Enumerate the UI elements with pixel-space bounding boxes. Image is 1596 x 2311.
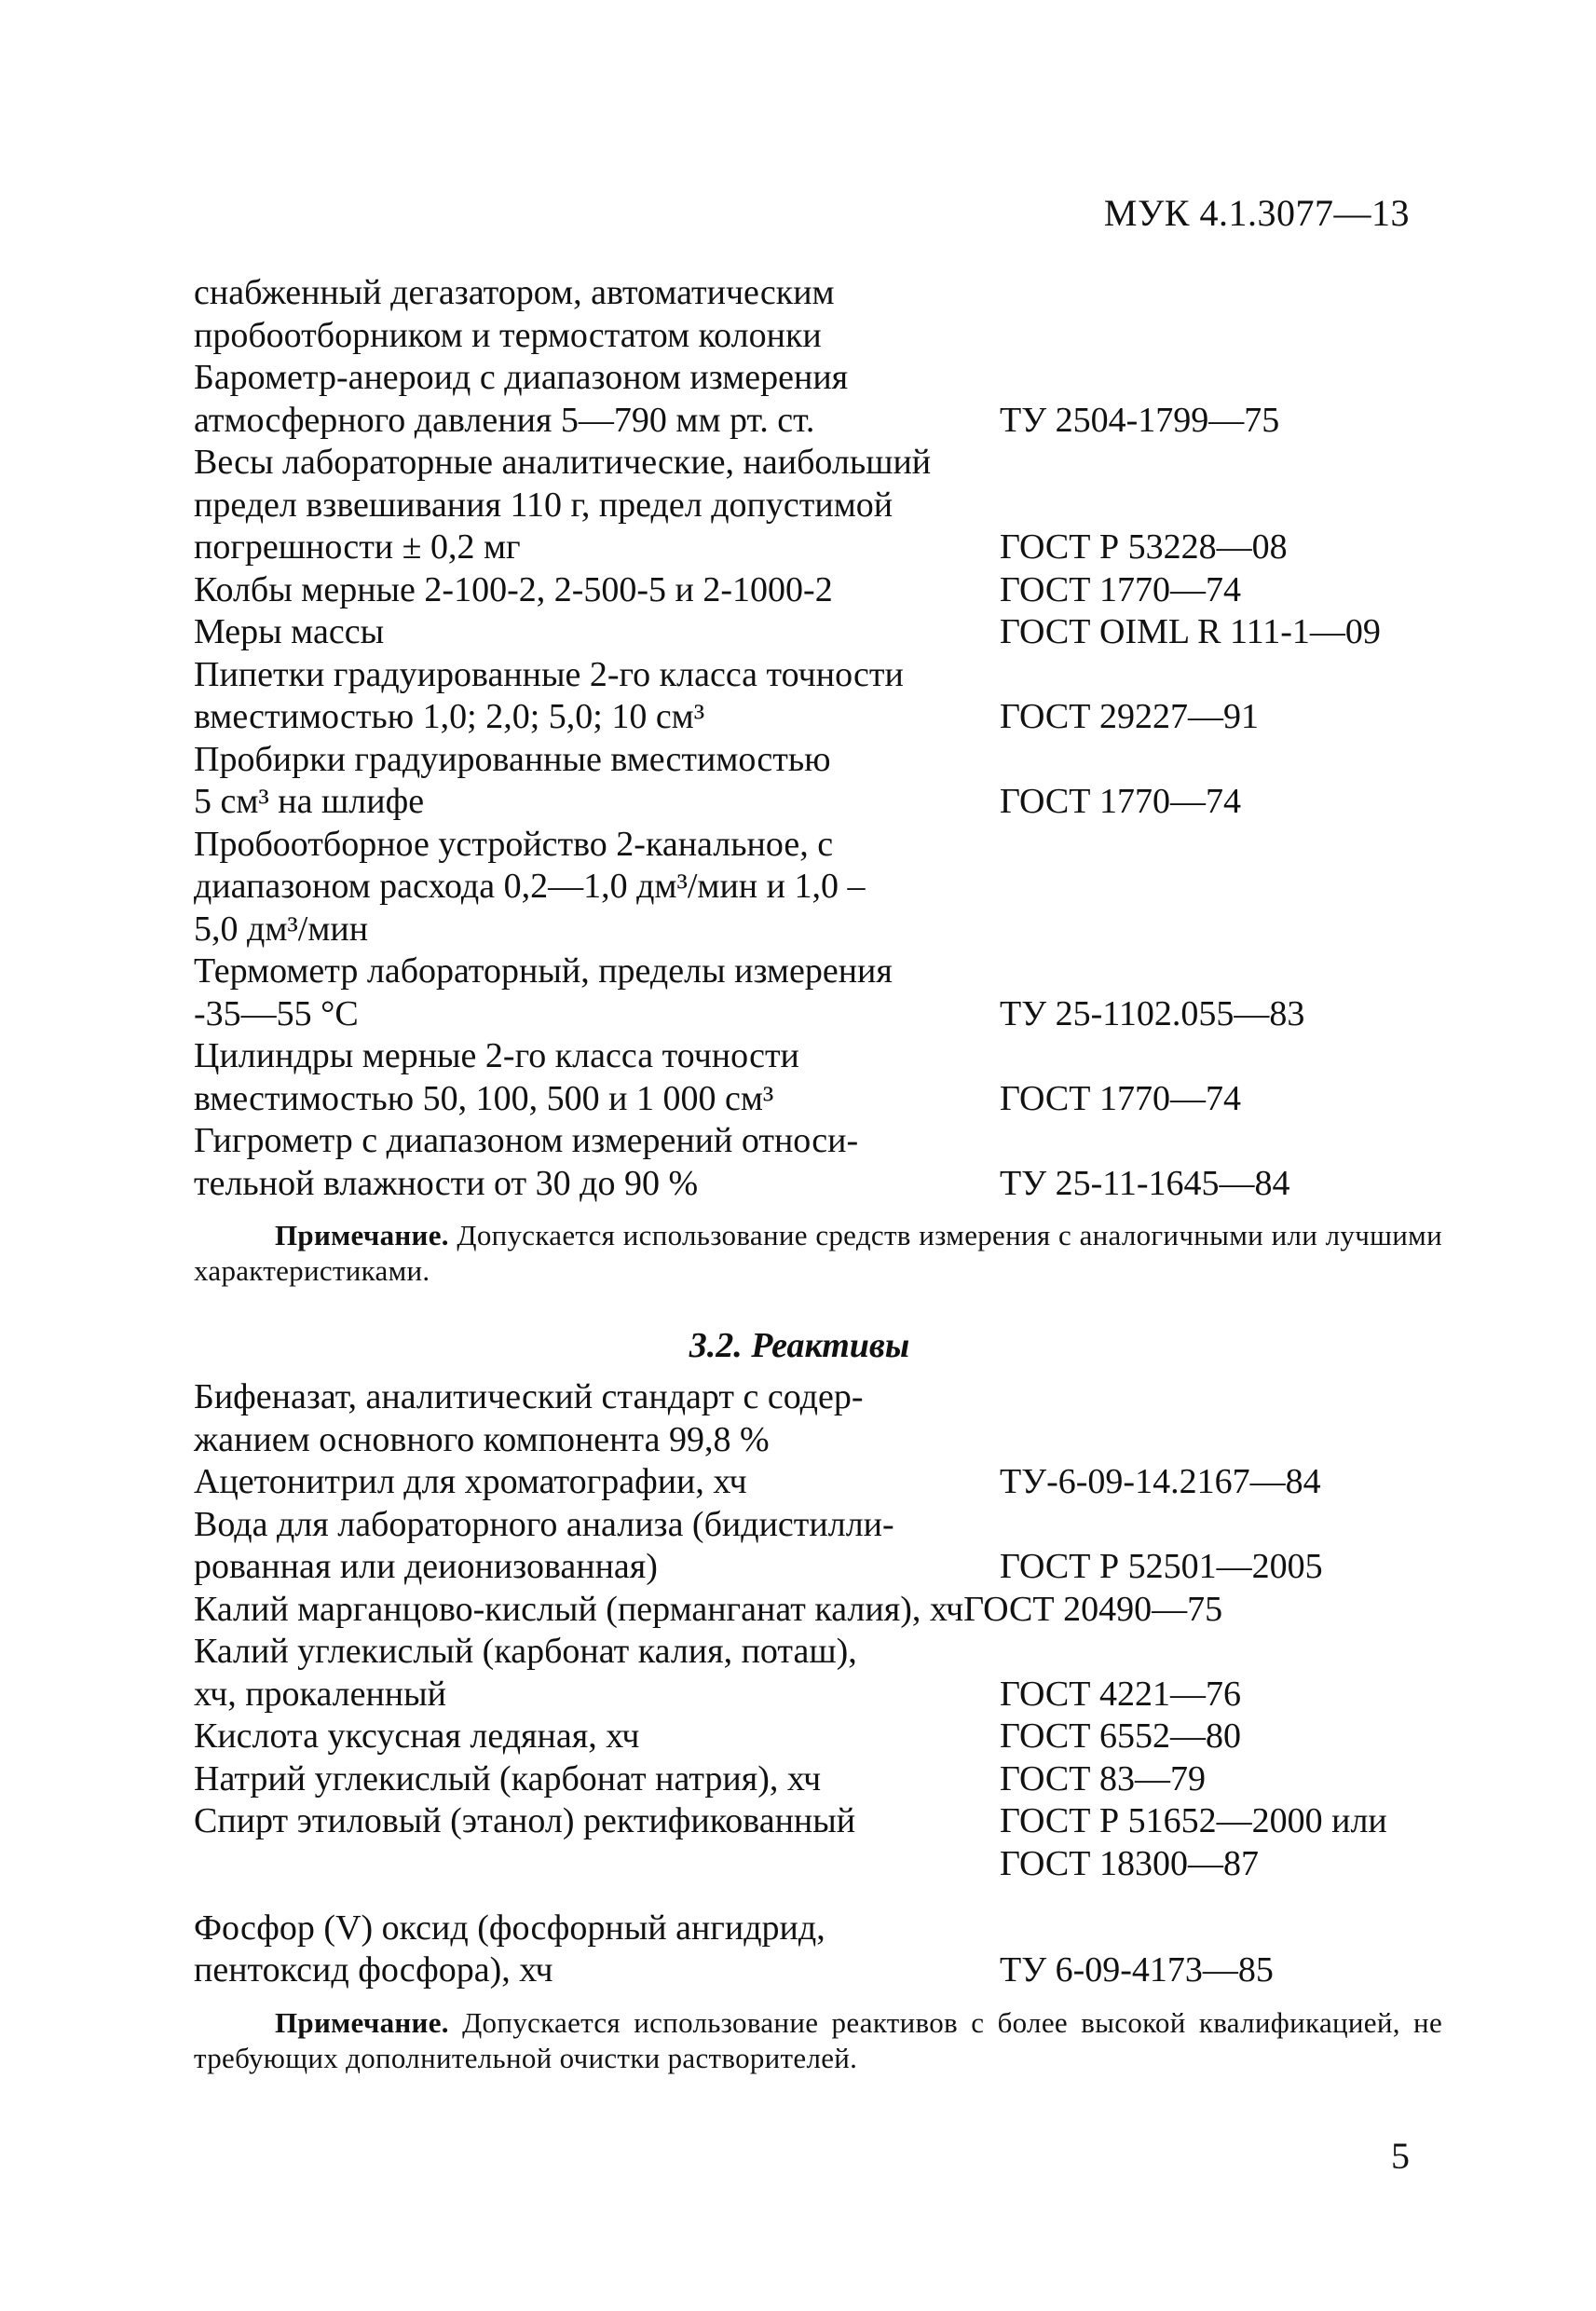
equipment-row [194, 272, 1442, 357]
reagent-name: Бифеназат, аналитический стандарт с содер- жанием основного компонента 99,8 % [194, 1377, 864, 1459]
equipment-standard: ТУ 2504-1799—75 [1000, 400, 1280, 440]
reagent-name: Спирт этиловый (этанол) ректификованный [194, 1801, 856, 1840]
equipment-note [194, 1218, 1442, 1289]
reagent-row [194, 1589, 1442, 1632]
equipment-standard: ТУ 25-1102.055—83 [1000, 993, 1305, 1033]
reagent-name: Натрий углекислый (карбонат натрия), хч [194, 1758, 822, 1798]
reagent-standard: ТУ 6-09-4173—85 [1000, 1950, 1274, 1990]
reagent-standard: ГОСТ Р 51652—2000 или ГОСТ 18300—87 [1000, 1801, 1387, 1883]
document-code: МУК 4.1.3077—13 [1103, 192, 1410, 234]
reagent-standard: ГОСТ 83—79 [1000, 1758, 1206, 1798]
reagent-standard: ГОСТ 6552—80 [1000, 1716, 1241, 1756]
equipment-row [194, 357, 1442, 442]
reagent-row [194, 1800, 1442, 1885]
page-content [194, 272, 1442, 2105]
equipment-name: Меры массы [194, 612, 385, 651]
reagent-row [194, 1908, 1442, 1992]
equipment-row [194, 739, 1442, 824]
reagent-standard: ГОСТ Р 52501—2005 [1000, 1547, 1323, 1586]
equipment-standard: ГОСТ 29227—91 [1000, 697, 1259, 736]
note-text: Допускается использование реактивов с более высокой квалификацией, не требующих дополнительной очистки растворителей. [194, 2005, 1442, 2074]
equipment-standard: ГОСТ Р 53228—08 [1000, 527, 1288, 567]
reagent-row [194, 1758, 1442, 1801]
equipment-name: Пробоотборное устройство 2-канальное, с диапазоном расхода 0,2—1,0 дм³/мин и 1,0 – 5,0 дм³/мин [194, 824, 866, 949]
equipment-standard: ГОСТ 1770—74 [1000, 782, 1241, 821]
note-label: Примечание. [275, 1219, 449, 1251]
reagent-row [194, 1461, 1442, 1504]
equipment-row [194, 824, 1442, 951]
equipment-row [194, 569, 1442, 612]
equipment-row [194, 611, 1442, 654]
equipment-name: Пипетки градуированные 2-го класса точности вместимостью 1,0; 2,0; 5,0; 10 см³ [194, 654, 904, 736]
note-text: Допускается использование средств измерения с аналогичными или лучшими характеристиками. [194, 1219, 1442, 1287]
equipment-row [194, 654, 1442, 739]
reagent-row [194, 1376, 1442, 1461]
equipment-name: снабженный дегазатором, автоматическим пробоотборником и термостатом колонки [194, 273, 835, 355]
equipment-row [194, 1035, 1442, 1120]
equipment-row [194, 442, 1442, 569]
reagent-row [194, 1631, 1442, 1716]
equipment-name: Пробирки градуированные вместимостью 5 см³ на шлифе [194, 739, 831, 821]
reagent-name: Калий углекислый (карбонат калия, поташ), хч, прокаленный [194, 1632, 857, 1714]
equipment-standard: ГОСТ 1770—74 [1000, 569, 1241, 609]
equipment-list [194, 272, 1442, 1205]
reagent-name: Фосфор (V) оксид (фосфорный ангидрид, пентоксид фосфора), хч [194, 1908, 825, 1990]
reagent-row [194, 1716, 1442, 1758]
reagents-list [194, 1376, 1442, 1992]
equipment-standard: ГОСТ OIML R 111-1—09 [1000, 612, 1381, 651]
reagent-name: Калий марганцово-кислый (перманганат калия), хч [194, 1589, 964, 1629]
section-heading: 3.2. Реактивы [689, 1326, 910, 1365]
reagents-note [194, 2005, 1442, 2076]
equipment-standard: ТУ 25-11-1645—84 [1000, 1163, 1290, 1203]
equipment-standard: ГОСТ 1770—74 [1000, 1078, 1241, 1118]
equipment-name: Цилиндры мерные 2-го класса точности вместимостью 50, 100, 500 и 1 000 см³ [194, 1036, 799, 1118]
equipment-name: Гигрометр с диапазоном измерений относи- тельной влажности от 30 до 90 % [194, 1121, 859, 1203]
reagent-row [194, 1504, 1442, 1589]
reagent-standard: ТУ-6-09-14.2167—84 [1000, 1462, 1321, 1501]
note-label: Примечание. [275, 2005, 449, 2039]
reagent-name: Ацетонитрил для хроматографии, хч [194, 1462, 747, 1501]
reagent-standard: ГОСТ 4221—76 [1000, 1674, 1241, 1714]
equipment-name: Весы лабораторные аналитические, наибольший предел взвешивания 110 г, предел допустимой погрешности ± 0,2 мг [194, 443, 932, 567]
equipment-row [194, 950, 1442, 1035]
equipment-name: Барометр-анероид с диапазоном измерения атмосферного давления 5—790 мм рт. ст. [194, 358, 849, 440]
equipment-row [194, 1120, 1442, 1205]
page-number: 5 [1391, 2135, 1410, 2177]
reagent-standard: ГОСТ 20490—75 [963, 1589, 1223, 1629]
reagent-name: Вода для лабораторного анализа (бидистилли- рованная или деионизованная) [194, 1504, 894, 1586]
equipment-name: Термометр лабораторный, пределы измерения -35—55 °С [194, 951, 893, 1033]
equipment-name: Колбы мерные 2-100-2, 2-500-5 и 2-1000-2 [194, 569, 833, 609]
reagent-name: Кислота уксусная ледяная, хч [194, 1716, 640, 1756]
